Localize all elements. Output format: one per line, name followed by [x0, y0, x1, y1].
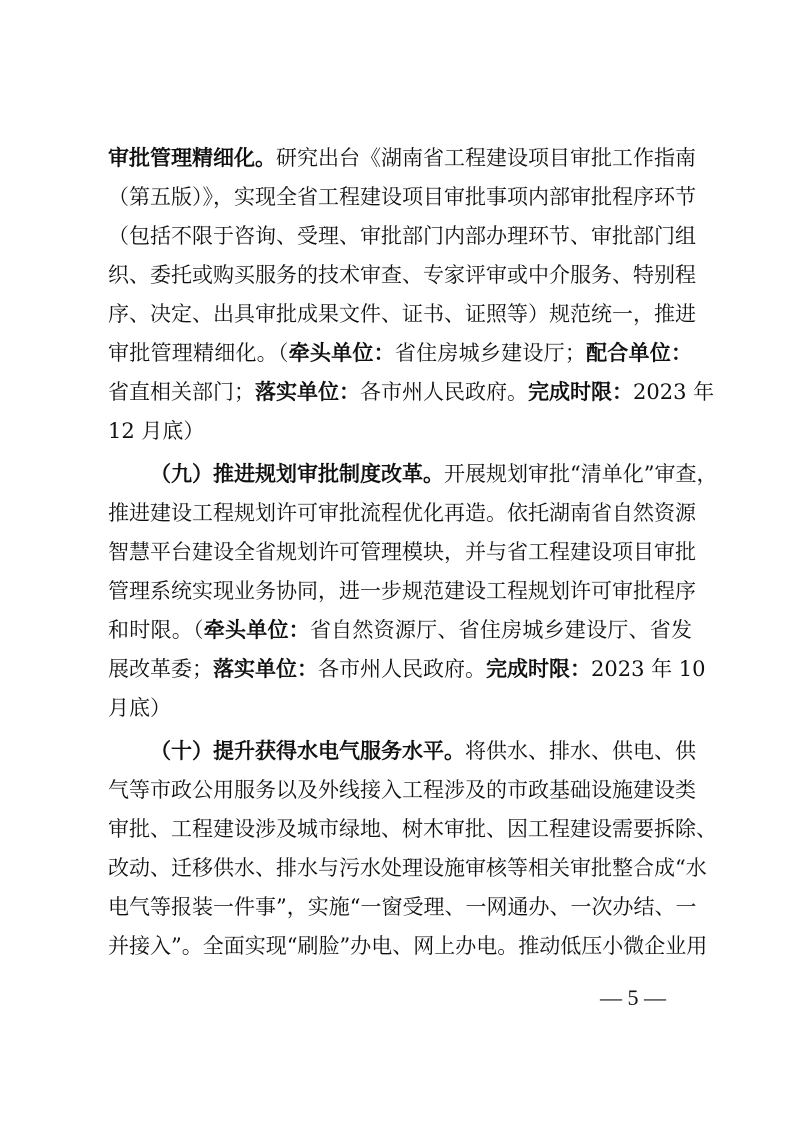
- p2-text: 展改革委；: [108, 657, 213, 681]
- p2-line-5: [108, 615, 692, 645]
- impl-unit-label: 落实单位：: [213, 657, 318, 681]
- p1-text: 省住房城乡建设厅；: [394, 341, 586, 365]
- p1-line-1: [108, 143, 696, 173]
- p1-text: 各市州人民政府。: [360, 380, 528, 404]
- p1-line-8: 12 月底）: [108, 419, 205, 443]
- p2-text: 2023 年 10: [591, 657, 706, 681]
- coop-unit-label: 配合单位：: [585, 341, 693, 365]
- page-number: — 5 —: [600, 985, 666, 1010]
- p1-line-5: 序、决定、出具审批成果文件、证书、证照等）规范统一，推进: [108, 302, 696, 326]
- p1-line-4: 织、委托或购买服务的技术审查、专家评审或中介服务、特别程: [108, 263, 696, 287]
- p1-heading: 审批管理精细化。: [108, 146, 276, 170]
- p2-heading: （九）推进规划审批制度改革。: [150, 462, 444, 486]
- p1-line-3: （包括不限于咨询、受理、审批部门内部办理环节、审批部门组: [108, 224, 696, 248]
- lead-unit-label: 牵头单位：: [203, 618, 310, 642]
- p1-line-7: [108, 377, 715, 407]
- impl-unit-label: 落实单位：: [255, 380, 360, 404]
- p2-text: 和时限。（: [108, 618, 204, 642]
- p1-text: 2023 年: [633, 380, 715, 404]
- deadline-label: 完成时限：: [486, 657, 591, 681]
- p3-line-2: 气等市政公用服务以及外线接入工程涉及的市政基础设施建设类: [108, 778, 696, 802]
- p1-text: 研究出台《湖南省工程建设项目审批工作指南: [276, 146, 696, 170]
- p2-text: 省自然资源厅、省住房城乡建设厅、省发: [309, 618, 693, 642]
- lead-unit-label: 牵头单位：: [288, 341, 395, 365]
- p1-line-6: [108, 338, 692, 368]
- p2-line-3: 智慧平台建设全省规划许可管理模块，并与省工程建设项目审批: [108, 540, 696, 564]
- p2-text: 开展规划审批“清单化”审查，: [444, 462, 718, 486]
- p2-text: 各市州人民政府。: [318, 657, 486, 681]
- p2-line-1: [150, 459, 718, 489]
- p3-line-3: 审批、工程建设涉及城市绿地、树木审批、因工程建设需要拆除、: [108, 817, 717, 841]
- p1-line-2: （第五版）》，实现全省工程建设项目审批事项内部审批程序环节: [108, 185, 696, 209]
- p3-text: 将供水、排水、供电、供: [465, 739, 696, 763]
- p3-line-1: [150, 736, 696, 766]
- p2-line-7: 月底）: [108, 696, 171, 720]
- p3-line-4: 改动、迁移供水、排水与污水处理设施审核等相关审批整合成“水: [108, 856, 707, 880]
- p3-line-5: 电气等报装一件事”，实施“一窗受理、一网通办、一次办结、一: [108, 895, 697, 919]
- p1-text: 审批管理精细化。（: [108, 341, 289, 365]
- p2-line-2: 推进建设工程规划许可审批流程优化再造。依托湖南省自然资源: [108, 501, 696, 525]
- p3-heading: （十）提升获得水电气服务水平。: [150, 739, 465, 763]
- p3-line-6: 并接入”。全面实现“刷脸”办电、网上办电。推动低压小微企业用: [108, 934, 708, 958]
- p1-text: 省直相关部门；: [108, 380, 255, 404]
- p2-line-6: [108, 654, 706, 684]
- p2-line-4: 管理系统实现业务协同，进一步规范建设工程规划许可审批程序: [108, 579, 696, 603]
- deadline-label: 完成时限：: [528, 380, 633, 404]
